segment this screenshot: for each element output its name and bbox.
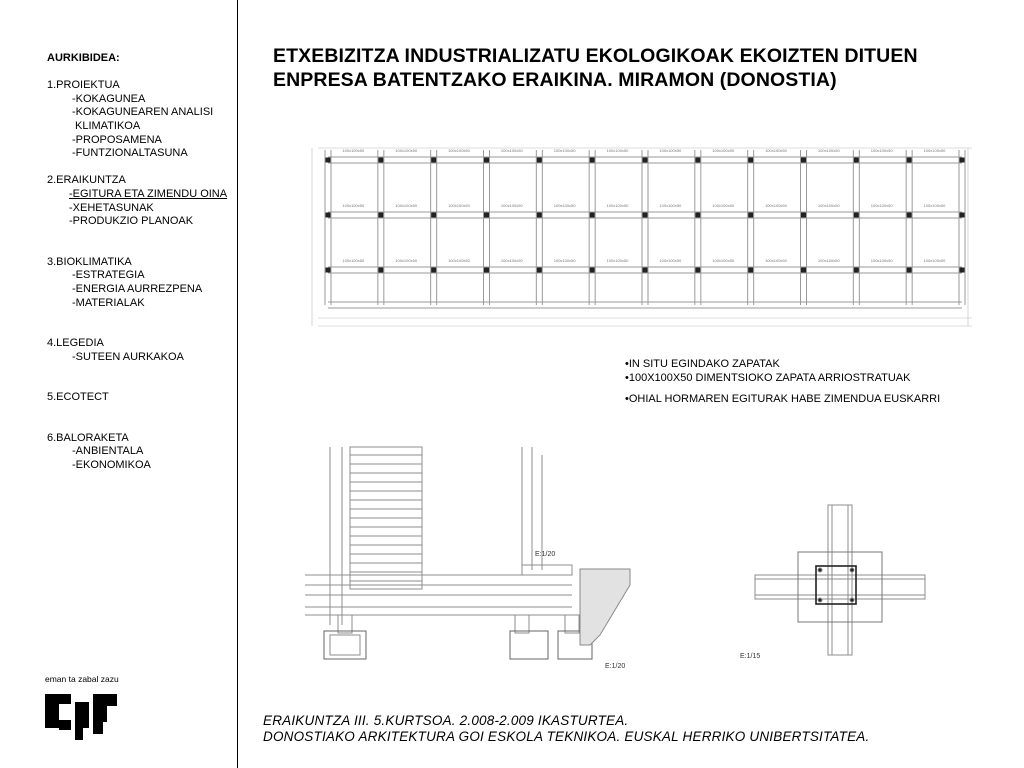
column-mark — [643, 268, 648, 273]
footing-size-label: 100x100x50 — [870, 258, 893, 263]
column-mark — [326, 268, 331, 273]
note-item: •IN SITU EGINDAKO ZAPATAK — [625, 358, 780, 370]
footing-size-label: 100x100x50 — [817, 203, 840, 208]
footing-size-label: 100x100x50 — [870, 148, 893, 153]
column-mark — [907, 158, 912, 163]
column-mark — [590, 268, 595, 273]
footing-size-label: 100x100x50 — [923, 203, 946, 208]
index-item-kokagunea[interactable]: -KOKAGUNEA — [72, 92, 146, 105]
footing-size-label: 100x100x50 — [606, 258, 629, 263]
footing-size-label: 100x100x50 — [712, 203, 735, 208]
column-mark — [431, 213, 436, 218]
index-section-title[interactable]: 5.ECOTECT — [47, 391, 109, 404]
column-mark — [326, 158, 331, 163]
index-item-ekonomikoa[interactable]: -EKONOMIKOA — [72, 459, 151, 472]
column-mark — [643, 158, 648, 163]
footing-size-label: 100x100x50 — [395, 148, 418, 153]
footer-school-line: DONOSTIAKO ARKITEKTURA GOI ESKOLA TEKNIKOA. EUSKAL HERRIKO UNIBERTSITATEA. — [263, 729, 870, 744]
index-section-eraikuntza — [47, 174, 237, 228]
column-mark — [431, 268, 436, 273]
column-mark — [643, 213, 648, 218]
index-section-ecotect — [47, 391, 237, 405]
column-mark — [695, 158, 700, 163]
column-mark — [801, 268, 806, 273]
index-item-funtzionaltasuna[interactable]: -FUNTZIONALTASUNA — [72, 147, 188, 160]
footing-size-label: 100x100x50 — [395, 258, 418, 263]
column-mark — [854, 268, 859, 273]
page-title-line-1: ETXEBIZITZA INDUSTRIALIZATU EKOLOGIKOAK EKOIZTEN DITUEN — [273, 45, 918, 67]
index-section-title[interactable]: 2.ERAIKUNTZA — [47, 174, 126, 187]
logo-motto: eman ta zabal zazu — [45, 674, 119, 684]
index-item-anbientala[interactable]: -ANBIENTALA — [72, 445, 144, 458]
index-section-legedia — [47, 337, 237, 364]
index-item-proposamena[interactable]: -PROPOSAMENA — [72, 133, 162, 146]
index-item-kokagunearen-analisi[interactable]: -KOKAGUNEAREN ANALISI — [72, 106, 214, 119]
footing-size-label: 100x100x50 — [606, 203, 629, 208]
footing-size-label: 100x100x50 — [500, 203, 523, 208]
index-item-produkzio-planoak[interactable]: -PRODUKZIO PLANOAK — [69, 215, 194, 228]
column-mark — [537, 268, 542, 273]
column-mark — [590, 158, 595, 163]
column-mark — [960, 213, 965, 218]
index-section-title[interactable]: 1.PROIEKTUA — [47, 79, 120, 92]
footing-size-label: 100x100x50 — [923, 148, 946, 153]
footing-size-label: 100x100x50 — [870, 203, 893, 208]
column-mark — [378, 213, 383, 218]
foundation-section-drawing — [300, 435, 640, 675]
column-mark — [748, 158, 753, 163]
index-item-energia-aurrezpena[interactable]: -ENERGIA AURREZPENA — [72, 282, 203, 295]
page-title-line-2: ENPRESA BATENTZAKO ERAIKINA. MIRAMON (DONOSTIA) — [273, 69, 837, 91]
footing-size-label: 100x100x50 — [712, 148, 735, 153]
column-mark — [854, 213, 859, 218]
footing-size-label: 100x100x50 — [395, 203, 418, 208]
column-mark — [431, 158, 436, 163]
index-item-suteen-aurkakoa[interactable]: -SUTEEN AURKAKOA — [72, 350, 184, 363]
footing-size-label: 100x100x50 — [817, 258, 840, 263]
scale-label: E:1/15 — [740, 653, 761, 660]
footing-size-label: 100x100x50 — [500, 148, 523, 153]
footing-size-label: 100x100x50 — [765, 148, 787, 153]
sidebar-divider — [237, 0, 238, 768]
index-item-klimatikoa[interactable]: KLIMATIKOA — [75, 119, 141, 132]
column-mark — [960, 158, 965, 163]
index-heading: AURKIBIDEA: — [47, 52, 120, 64]
ehu-emblem-icon — [45, 684, 119, 742]
column-mark — [960, 268, 965, 273]
footing-size-label: 100x100x50 — [659, 203, 682, 208]
column-mark — [695, 268, 700, 273]
footing-size-label: 100x100x50 — [659, 148, 682, 153]
footing-size-label: 100x100x50 — [712, 258, 735, 263]
footing-size-label: 100x100x50 — [553, 148, 576, 153]
footing-size-label: 100x100x50 — [342, 203, 365, 208]
footing-size-label: 100x100x50 — [448, 258, 470, 263]
footing-size-label: 100x100x50 — [553, 203, 576, 208]
column-mark — [537, 158, 542, 163]
index-section-bioklimatika — [47, 256, 237, 310]
column-mark — [695, 213, 700, 218]
column-mark — [748, 213, 753, 218]
index-item-estrategia[interactable]: -ESTRATEGIA — [72, 269, 145, 282]
footing-size-label: 100x100x50 — [817, 148, 840, 153]
index-section-title[interactable]: 6.BALORAKETA — [47, 431, 129, 444]
index-sidebar — [47, 52, 237, 486]
footing-size-label: 100x100x50 — [659, 258, 682, 263]
column-mark — [590, 213, 595, 218]
column-mark — [484, 158, 489, 163]
structure-notes — [625, 357, 940, 406]
column-mark — [378, 158, 383, 163]
page-title — [273, 44, 993, 92]
footing-size-label: 100x100x50 — [342, 148, 365, 153]
index-section-proiektua — [47, 79, 237, 161]
foundation-plan-drawing — [300, 140, 980, 335]
footing-size-label: 100x100x50 — [448, 203, 470, 208]
column-mark — [801, 158, 806, 163]
footing-size-label: 100x100x50 — [923, 258, 946, 263]
column-mark — [537, 213, 542, 218]
footing-size-label: 100x100x50 — [342, 258, 365, 263]
footer-credits — [263, 713, 869, 745]
footing-size-label: 100x100x50 — [765, 203, 787, 208]
footing-size-label: 100x100x50 — [448, 148, 470, 153]
column-mark — [378, 268, 383, 273]
footer-course-line: ERAIKUNTZA III. 5.KURTSOA. 2.008-2.009 IKASTURTEA. — [263, 713, 629, 728]
index-item-xehetasunak[interactable]: -XEHETASUNAK — [69, 201, 154, 214]
footing-size-label: 100x100x50 — [553, 258, 576, 263]
index-item-materialak[interactable]: -MATERIALAK — [72, 296, 145, 309]
index-item-egitura-active[interactable]: -EGITURA ETA ZIMENDU OINA — [69, 187, 228, 200]
index-section-title[interactable]: 4.LEGEDIA — [47, 337, 104, 350]
note-item: •OHIAL HORMAREN EGITURAK HABE ZIMENDUA EUSKARRI — [625, 393, 941, 405]
scale-label: E:1/20 — [605, 663, 626, 670]
column-mark — [484, 213, 489, 218]
footing-size-label: 100x100x50 — [765, 258, 787, 263]
column-mark — [326, 213, 331, 218]
column-footing-detail — [740, 500, 930, 665]
university-logo — [45, 674, 125, 744]
footing-size-label: 100x100x50 — [500, 258, 523, 263]
column-mark — [801, 213, 806, 218]
column-mark — [484, 268, 489, 273]
column-mark — [854, 158, 859, 163]
footing-size-label: 100x100x50 — [606, 148, 629, 153]
column-mark — [907, 213, 912, 218]
index-section-title[interactable]: 3.BIOKLIMATIKA — [47, 255, 132, 268]
scale-label: E:1/20 — [535, 551, 556, 558]
note-item: •100X100X50 DIMENTSIOKO ZAPATA ARRIOSTRATUAK — [625, 372, 911, 384]
column-mark — [748, 268, 753, 273]
index-section-balorakea — [47, 432, 237, 473]
column-mark — [907, 268, 912, 273]
